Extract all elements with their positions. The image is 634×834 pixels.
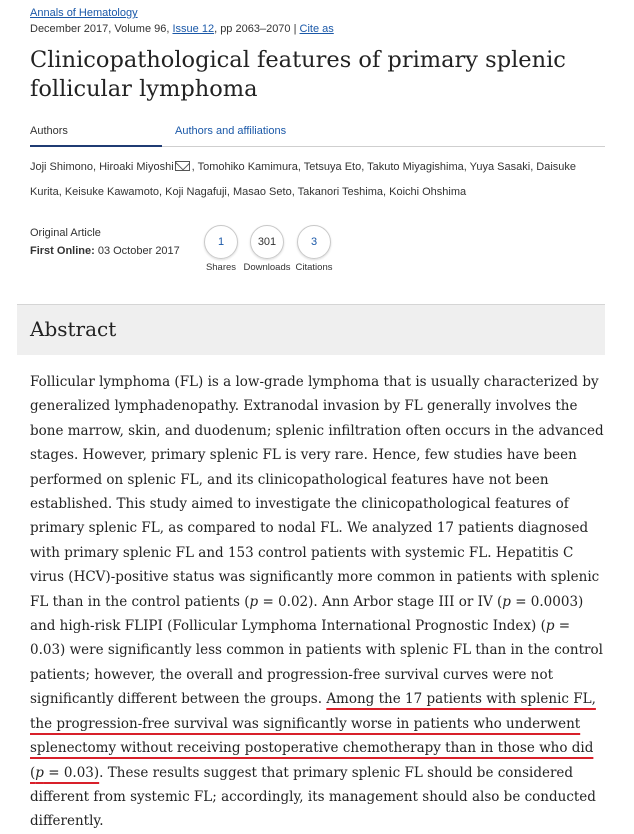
active-tab-indicator: [30, 145, 162, 147]
abstract-end: . These results suggest that primary splenic FL should be considered different from systemic FL; accordingly, its management should also be conducted differently.: [30, 764, 596, 830]
citations-count[interactable]: 3: [297, 225, 331, 259]
metric-downloads: [242, 225, 292, 273]
cite-as-link[interactable]: Cite as: [299, 23, 334, 35]
journal-link[interactable]: Annals of Hematology: [30, 7, 138, 19]
shares-label: Shares: [205, 262, 237, 273]
citations-label: Citations: [295, 262, 333, 273]
first-online-date: 03 October 2017: [94, 245, 180, 257]
highlight-part2: = 0.03): [43, 764, 100, 781]
date-volume: December 2017, Volume 96,: [30, 23, 173, 35]
abstract-header: [17, 304, 605, 355]
abstract-part4: = 0.03) were significantly less common in patients with splenic FL than in the control patients; however, the overall and progression-free survival curves were not significantly different between the groups.: [30, 618, 603, 708]
first-online: [30, 245, 180, 257]
metric-citations[interactable]: [289, 225, 339, 273]
downloads-label: Downloads: [243, 262, 291, 273]
shares-count[interactable]: 1: [204, 225, 238, 259]
abstract-part3: = 0.0003) and high-risk FLIPI (Follicular Lymphoma International Prognostic Index) (: [30, 593, 584, 635]
publication-meta: [30, 23, 334, 35]
abstract-heading: Abstract: [30, 317, 117, 341]
p-symbol: p: [249, 593, 259, 610]
abstract-part1: Follicular lymphoma (FL) is a low-grade lymphoma that is usually characterized by generalized lymphadenopathy. Extranodal invasion by FL generally involves the bone marrow, skin, and duodenum; splenic infiltration often occurs in the advanced stages. However, primary splenic FL is very rare. Hence, few studies have been performed on splenic FL, and its clinicopathological features have not been established. This study aimed to investigate the clinicopathological features of primary splenic FL, as compared to nodal FL. We analyzed 17 patients diagnosed with primary splenic FL and 153 control patients with systemic FL. Hepatitis C virus (HCV)-positive status was significantly more common in patients with splenic FL than in the control patients (: [30, 374, 604, 610]
author-list: [30, 155, 605, 205]
authors-part2[interactable]: , Tomohiko Kamimura, Tetsuya Eto, Takuto Miyagishima, Yuya Sasaki, Daisuke Kurita, Keisuke Kawamoto, Koji Nagafuji, Masao Seto, Takanori Teshima, Koichi Ohshima: [30, 161, 577, 198]
p-symbol: p: [545, 618, 555, 635]
highlight-part1: Among the 17 patients with splenic FL, the progression-free survival was significantly worse in patients who underwent splenectomy without receiving postoperative chemotherapy than in those who did (: [30, 691, 596, 781]
author-tabs: [30, 125, 605, 147]
downloads-count: 301: [250, 225, 284, 259]
abstract-part2: = 0.02). Ann Arbor stage III or IV (: [258, 593, 503, 610]
article-title: Clinicopathological features of primary splenic follicular lymphoma: [30, 47, 566, 102]
p-symbol: p: [502, 593, 511, 610]
authors-part1[interactable]: Joji Shimono, Hiroaki Miyoshi: [30, 161, 174, 173]
p-symbol: p: [35, 764, 44, 781]
abstract-text: [30, 370, 608, 834]
envelope-icon[interactable]: [175, 161, 190, 171]
first-online-label: First Online:: [30, 245, 95, 257]
pages: , pp 2063–2070 |: [214, 23, 300, 35]
issue-link[interactable]: Issue 12: [172, 23, 215, 35]
article-type: Original Article: [30, 227, 101, 239]
metric-shares[interactable]: [196, 225, 246, 273]
tab-authors[interactable]: Authors: [30, 125, 68, 137]
tab-affiliations[interactable]: Authors and affiliations: [175, 125, 287, 137]
